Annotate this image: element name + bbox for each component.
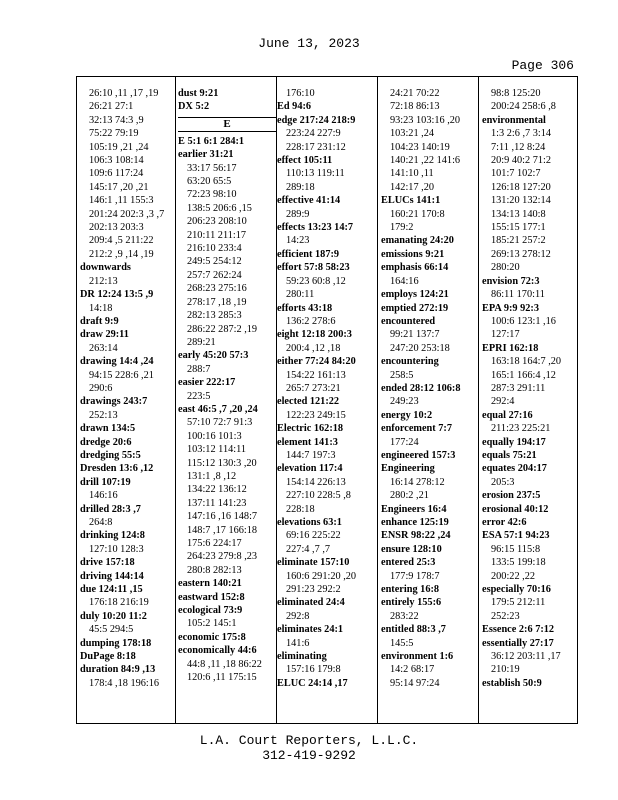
index-citation-line: 160:21 170:8: [390, 208, 445, 220]
index-entry: elevations 63:1: [277, 517, 342, 528]
index-entry: drill 107:19: [80, 476, 131, 488]
index-column-2: [178, 87, 276, 684]
index-citation-line: 75:22 79:19: [89, 128, 139, 140]
index-citation-line: 263:14: [89, 342, 118, 354]
index-entry: Essence 2:6 7:12: [482, 624, 555, 636]
index-entry: edge 217:24 218:9: [277, 114, 356, 126]
index-entry: early 45:20 57:3: [178, 350, 249, 362]
index-entry: downwards: [80, 262, 131, 274]
index-citation-line: 14:23: [286, 235, 310, 247]
index-citation-line: 280:8 282:13: [187, 564, 242, 576]
index-entry: encountered: [381, 315, 436, 327]
index-entry: engineered 157:3: [381, 449, 456, 461]
index-entry: effort 57:8 58:23: [277, 262, 350, 274]
index-citation-line: 140:21 ,22 141:6: [390, 155, 461, 167]
index-citation-line: 290:6: [89, 382, 113, 394]
index-citation-line: 96:15 115:8: [491, 543, 541, 555]
index-citation-line: 283:22: [390, 610, 419, 622]
index-entry: especially 70:16: [482, 584, 551, 596]
index-citation-line: 209:4 ,5 211:22: [89, 235, 154, 247]
index-citation-line: 1:3 2:6 ,7 3:14: [491, 128, 552, 140]
index-citation-line: 147:16 ,16 148:7: [187, 511, 258, 523]
index-entry: ELUC 24:14 ,17: [277, 677, 348, 689]
index-citation-line: 160:6 291:20 ,20: [286, 570, 357, 582]
index-column-3: [277, 87, 375, 690]
index-citation-line: 109:6 117:24: [89, 168, 144, 180]
index-entry: emphasis 66:14: [381, 262, 449, 274]
index-entry: ESA 57:1 94:23: [482, 530, 550, 542]
index-citation-line: 200:24 258:6 ,8: [491, 101, 556, 113]
index-citation-line: 154:14 226:13: [286, 476, 346, 488]
index-citation-line: 94:15 228:6 ,21: [89, 369, 154, 381]
index-entry: dredge 20:6: [80, 436, 132, 448]
index-entry: duly 10:20 11:2: [80, 610, 147, 622]
index-entry: ecological 73:9: [178, 605, 243, 617]
index-entry: EPA 9:9 92:3: [482, 302, 540, 314]
index-citation-line: 223:5: [187, 390, 211, 402]
index-entry: drawings 243:7: [80, 396, 148, 408]
index-entry: encountering: [381, 356, 439, 368]
index-entry: essentially 27:17: [482, 637, 554, 649]
index-entry: eastward 152:8: [178, 591, 245, 603]
index-entry: envision 72:3: [482, 275, 540, 287]
index-citation-line: 227:4 ,7 ,7: [286, 543, 331, 555]
index-citation-line: 179:5 212:11: [491, 597, 546, 609]
index-entry: drinking 124:8: [80, 530, 145, 542]
index-entry: equally 194:17: [482, 436, 546, 448]
index-entry: ended 28:12 106:8: [381, 382, 461, 394]
index-column-4: [381, 87, 479, 690]
index-citation-line: 101:7 102:7: [491, 168, 541, 180]
index-citation-line: 227:10 228:5 ,8: [286, 490, 351, 502]
index-citation-line: 206:23 208:10: [187, 216, 247, 228]
index-entry: emanating 24:20: [381, 235, 454, 247]
page-number: Page 306: [511, 58, 574, 73]
index-citation-line: 216:10 233:4: [187, 243, 242, 255]
index-entry: equals 75:21: [482, 449, 537, 461]
index-citation-line: 228:17 231:12: [286, 141, 346, 153]
index-citation-line: 291:23 292:2: [286, 584, 341, 596]
index-citation-line: 137:11 141:23: [187, 497, 247, 509]
index-citation-line: 212:2 ,9 ,14 ,19: [89, 248, 154, 260]
index-entry: driving 144:14: [80, 570, 144, 582]
index-entry: east 46:5 ,7 ,20 ,24: [178, 403, 258, 415]
index-citation-line: 72:18 86:13: [390, 101, 440, 113]
index-citation-line: 44:8 ,11 ,18 86:22: [187, 658, 262, 670]
index-citation-line: 134:22 136:12: [187, 484, 247, 496]
index-citation-line: 146:16: [89, 490, 118, 502]
index-entry: emissions 9:21: [381, 248, 445, 260]
index-citation-line: 163:18 164:7 ,20: [491, 356, 562, 368]
index-citation-line: 278:17 ,18 ,19: [187, 296, 247, 308]
index-citation-line: 264:23 279:8 ,23: [187, 551, 258, 563]
index-entry: entirely 155:6: [381, 597, 442, 609]
index-citation-line: 185:21 257:2: [491, 235, 546, 247]
index-frame: [76, 76, 578, 724]
index-entry: element 141:3: [277, 436, 338, 448]
index-entry: draw 29:11: [80, 329, 129, 341]
index-citation-line: 24:21 70:22: [390, 88, 440, 99]
index-citation-line: 249:23: [390, 396, 419, 408]
index-citation-line: 175:6 224:17: [187, 538, 242, 549]
index-citation-line: 287:3 291:11: [491, 382, 546, 394]
index-entry: E 5:1 6:1 284:1: [178, 135, 245, 147]
index-entry: effects 13:23 14:7: [277, 222, 354, 234]
index-citation-line: 249:5 254:12: [187, 256, 242, 268]
index-citation-line: 201:24 202:3 ,3 ,7: [89, 208, 165, 220]
index-entry: erosional 40:12: [482, 503, 549, 515]
index-entry: environment 1:6: [381, 651, 454, 663]
index-column-1: [80, 87, 172, 690]
index-citation-line: 280:11: [286, 289, 315, 301]
index-citation-line: 7:11 ,12 8:24: [491, 141, 546, 153]
index-entry: eliminated 24:4: [277, 597, 345, 609]
index-citation-line: 144:7 197:3: [286, 449, 336, 461]
index-entry: Dresden 13:6 ,12: [80, 463, 154, 475]
index-citation-line: 26:21 27:1: [89, 101, 134, 113]
index-entry: drilled 28:3 ,7: [80, 503, 141, 515]
index-citation-line: 69:16 225:22: [286, 530, 341, 542]
index-citation-line: 57:10 72:7 91:3: [187, 417, 253, 429]
index-citation-line: 258:5: [390, 369, 414, 381]
index-entry: eight 12:18 200:3: [277, 329, 352, 341]
index-entry: DuPage 8:18: [80, 651, 136, 663]
index-citation-line: 127:17: [491, 329, 520, 341]
index-entry: dumping 178:18: [80, 637, 152, 649]
index-entry: environmental: [482, 114, 546, 126]
index-entry: DR 12:24 13:5 ,9: [80, 289, 154, 301]
index-citation-line: 63:20 65:5: [187, 176, 232, 188]
index-citation-line: 154:22 161:13: [286, 369, 346, 381]
index-entry: dredging 55:5: [80, 449, 141, 461]
index-citation-line: 131:20 132:14: [491, 195, 551, 207]
index-entry: EPRI 162:18: [482, 342, 539, 354]
index-entry: due 124:11 ,15: [80, 584, 143, 596]
column-divider: [377, 77, 378, 723]
transcript-date: June 13, 2023: [258, 36, 360, 51]
index-entry: Ed 94:6: [277, 101, 312, 113]
index-citation-line: 210:19: [491, 664, 520, 676]
index-citation-line: 257:7 262:24: [187, 269, 242, 281]
index-entry: either 77:24 84:20: [277, 356, 356, 368]
index-citation-line: 292:4: [491, 396, 515, 408]
index-citation-line: 280:2 ,21: [390, 490, 429, 502]
index-entry: elevation 117:4: [277, 463, 343, 475]
index-citation-line: 269:13 278:12: [491, 248, 551, 260]
index-entry: eastern 140:21: [178, 578, 242, 590]
index-column-5: [482, 87, 576, 690]
index-entry: error 42:6: [482, 517, 527, 528]
index-citation-line: 100:16 101:3: [187, 430, 242, 442]
index-citation-line: 36:12 203:11 ,17: [491, 651, 561, 663]
index-citation-line: 289:21: [187, 336, 216, 348]
index-citation-line: 179:2: [390, 222, 414, 234]
index-citation-line: 136:2 278:6: [286, 315, 336, 327]
index-citation-line: 127:10 128:3: [89, 543, 144, 555]
index-entry: enforcement 7:7: [381, 423, 453, 435]
index-citation-line: 95:14 97:24: [390, 677, 440, 689]
index-letter-heading: E: [178, 117, 276, 132]
index-citation-line: 223:24 227:9: [286, 128, 341, 140]
index-citation-line: 141:10 ,11: [390, 168, 434, 180]
index-entry: enhance 125:19: [381, 517, 449, 528]
index-citation-line: 288:7: [187, 363, 211, 375]
index-citation-line: 164:16: [390, 275, 419, 287]
index-entry: Engineers 16:4: [381, 503, 447, 515]
index-citation-line: 148:7 ,17 166:18: [187, 524, 258, 536]
index-citation-line: 122:23 249:15: [286, 409, 346, 421]
index-citation-line: 105:2 145:1: [187, 618, 237, 630]
index-citation-line: 16:14 278:12: [390, 476, 445, 488]
index-citation-line: 100:6 123:1 ,16: [491, 315, 556, 327]
index-citation-line: 177:24: [390, 436, 419, 448]
index-citation-line: 138:5 206:6 ,15: [187, 202, 252, 214]
index-entry: Electric 162:18: [277, 423, 344, 435]
index-citation-line: 228:18: [286, 503, 315, 515]
index-citation-line: 176:10: [286, 88, 315, 99]
index-entry: Engineering: [381, 463, 435, 475]
index-entry: drawing 14:4 ,24: [80, 356, 154, 368]
index-citation-line: 205:3: [491, 476, 515, 488]
index-citation-line: 14:2 68:17: [390, 664, 435, 676]
index-entry: ELUCs 141:1: [381, 195, 441, 207]
index-entry: entered 25:3: [381, 557, 436, 569]
index-citation-line: 133:5 199:18: [491, 557, 546, 569]
index-entry: equal 27:16: [482, 409, 533, 421]
index-citation-line: 178:4 ,18 196:16: [89, 677, 160, 689]
index-citation-line: 141:6: [286, 637, 310, 649]
index-entry: eliminate 157:10: [277, 557, 350, 569]
index-citation-line: 268:23 275:16: [187, 283, 247, 295]
index-entry: earlier 31:21: [178, 149, 234, 161]
index-entry: drawn 134:5: [80, 423, 136, 435]
index-citation-line: 145:17 ,20 ,21: [89, 181, 149, 193]
index-citation-line: 289:9: [286, 208, 310, 220]
index-entry: draft 9:9: [80, 315, 119, 327]
index-entry: duration 84:9 ,13: [80, 664, 156, 676]
index-citation-line: 120:6 ,11 175:15: [187, 672, 257, 684]
index-citation-line: 20:9 40:2 71:2: [491, 155, 552, 167]
index-entry: effect 105:11: [277, 155, 333, 167]
reporter-company: L.A. Court Reporters, L.L.C.: [199, 733, 419, 748]
index-entry: establish 50:9: [482, 677, 542, 689]
index-citation-line: 155:15 177:1: [491, 222, 546, 234]
index-entry: entering 16:8: [381, 584, 440, 596]
index-citation-line: 110:13 119:11: [286, 168, 345, 180]
index-entry: energy 10:2: [381, 409, 433, 421]
index-citation-line: 247:20 253:18: [390, 342, 450, 354]
index-entry: efficient 187:9: [277, 248, 340, 260]
index-entry: DX 5:2: [178, 101, 210, 113]
index-citation-line: 142:17 ,20: [390, 181, 435, 193]
index-citation-line: 265:7 273:21: [286, 382, 341, 394]
index-citation-line: 126:18 127:20: [491, 181, 551, 193]
index-entry: efforts 43:18: [277, 302, 333, 314]
index-entry: eliminating: [277, 651, 327, 663]
index-citation-line: 33:17 56:17: [187, 162, 237, 174]
index-citation-line: 26:10 ,11 ,17 ,19: [89, 88, 159, 99]
index-entry: easier 222:17: [178, 377, 236, 389]
index-citation-line: 292:8: [286, 610, 310, 622]
index-citation-line: 105:19 ,21 ,24: [89, 141, 149, 153]
index-citation-line: 104:23 140:19: [390, 141, 450, 153]
index-citation-line: 252:23: [491, 610, 520, 622]
index-citation-line: 176:18 216:19: [89, 597, 149, 609]
index-entry: eliminates 24:1: [277, 624, 344, 636]
index-citation-line: 145:5: [390, 637, 414, 649]
index-citation-line: 14:18: [89, 302, 113, 314]
index-citation-line: 286:22 287:2 ,19: [187, 323, 258, 335]
index-entry: effective 41:14: [277, 195, 341, 207]
index-citation-line: 99:21 137:7: [390, 329, 440, 341]
index-citation-line: 280:20: [491, 262, 520, 274]
index-citation-line: 202:13 203:3: [89, 222, 144, 234]
index-citation-line: 103:12 114:11: [187, 444, 247, 456]
index-entry: elected 121:22: [277, 396, 340, 408]
index-entry: ENSR 98:22 ,24: [381, 530, 451, 542]
index-citation-line: 32:13 74:3 ,9: [89, 114, 144, 126]
index-entry: erosion 237:5: [482, 490, 541, 502]
index-citation-line: 115:12 130:3 ,20: [187, 457, 257, 469]
index-entry: economic 175:8: [178, 631, 246, 643]
index-citation-line: 289:18: [286, 181, 315, 193]
index-citation-line: 210:11 211:17: [187, 229, 247, 241]
index-citation-line: 252:13: [89, 409, 118, 421]
index-citation-line: 106:3 108:14: [89, 155, 144, 167]
index-citation-line: 86:11 170:11: [491, 289, 545, 301]
footer: [0, 733, 618, 763]
index-citation-line: 177:9 178:7: [390, 570, 440, 582]
index-citation-line: 211:23 225:21: [491, 423, 551, 435]
index-citation-line: 45:5 294:5: [89, 624, 134, 636]
index-citation-line: 131:1 ,8 ,12: [187, 470, 237, 482]
reporter-phone: 312-419-9292: [262, 748, 356, 763]
index-citation-line: 200:22 ,22: [491, 570, 536, 582]
index-entry: employs 124:21: [381, 289, 449, 301]
index-citation-line: 282:13 285:3: [187, 310, 242, 322]
index-entry: ensure 128:10: [381, 543, 442, 555]
index-entry: economically 44:6: [178, 645, 257, 657]
index-citation-line: 165:1 166:4 ,12: [491, 369, 556, 381]
index-citation-line: 200:4 ,12 ,18: [286, 342, 341, 354]
index-citation-line: 134:13 140:8: [491, 208, 546, 220]
index-citation-line: 264:8: [89, 517, 113, 528]
index-citation-line: 72:23 98:10: [187, 189, 237, 201]
column-divider: [175, 77, 176, 723]
index-entry: equates 204:17: [482, 463, 547, 475]
index-citation-line: 212:13: [89, 275, 118, 287]
index-citation-line: 98:8 125:20: [491, 88, 541, 99]
index-citation-line: 59:23 60:8 ,12: [286, 275, 346, 287]
index-entry: dust 9:21: [178, 88, 219, 99]
index-citation-line: 103:21 ,24: [390, 128, 435, 140]
index-citation-line: 93:23 103:16 ,20: [390, 114, 461, 126]
index-citation-line: 157:16 179:8: [286, 664, 341, 676]
index-entry: drive 157:18: [80, 557, 135, 569]
index-entry: entitled 88:3 ,7: [381, 624, 446, 636]
index-citation-line: 146:1 ,11 155:3: [89, 195, 154, 207]
index-entry: emptied 272:19: [381, 302, 449, 314]
